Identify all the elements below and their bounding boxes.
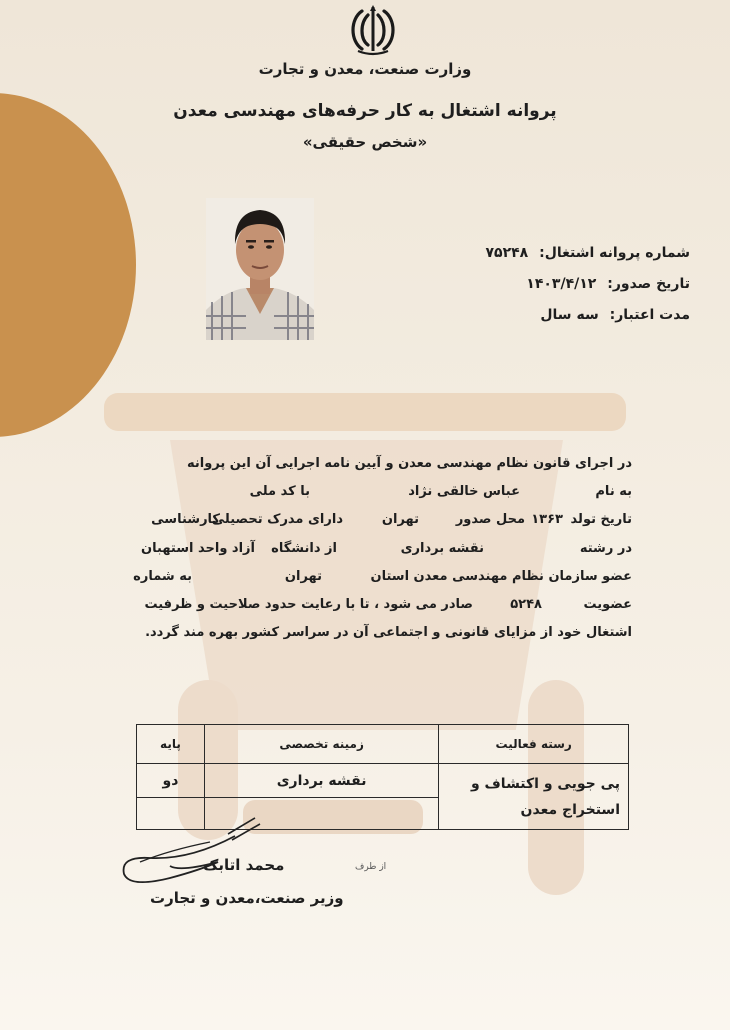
university-label: از دانشگاه — [271, 541, 337, 556]
validity-value: سه سال — [540, 307, 599, 323]
membership-value: ۵۲۴۸ — [510, 597, 542, 612]
membership-no-label: به شماره — [133, 569, 192, 584]
validity-label: مدت اعتبار: — [609, 307, 690, 323]
issue-date-row — [390, 276, 690, 292]
birth-year-value: ۱۳۶۳ — [531, 512, 563, 527]
license-number-value: ۷۵۲۴۸ — [485, 245, 529, 261]
table-header-specialty: زمینه تخصصی — [204, 725, 438, 764]
iran-emblem-icon — [348, 3, 398, 57]
university-value: آزاد واحد استهبان — [141, 541, 255, 556]
table-header-row — [137, 725, 629, 764]
table-cell-grade: دو — [137, 764, 205, 798]
issue-place-value: تهران — [381, 512, 419, 527]
table-header-activity: رسته فعالیت — [439, 725, 629, 764]
membership-label: عضویت — [583, 597, 632, 612]
holder-photo — [206, 198, 314, 340]
document-title: پروانه اشتغال به کار حرفه‌های مهندسی معدن — [173, 101, 557, 121]
issue-date-label: تاریخ صدور: — [607, 276, 690, 292]
field-value: نقشه برداری — [400, 541, 484, 556]
signature-from-label: از طرف — [355, 862, 387, 872]
license-number-label: شماره پروانه اشتغال: — [539, 245, 690, 261]
validity-row — [390, 307, 690, 323]
degree-value: کارشناسی — [151, 512, 220, 527]
degree-label: دارای مدرک تحصیلی — [211, 512, 343, 527]
table-cell-specialty: نقشه برداری — [204, 764, 438, 798]
province-value: تهران — [284, 569, 322, 584]
table-row — [137, 764, 629, 798]
body-line-1: در اجرای قانون نظام مهندسی معدن و آیین نامه اجرایی آن این پروانه — [187, 456, 632, 471]
birth-year-label: تاریخ تولد — [570, 512, 632, 527]
activity-line-2: استخراج معدن — [520, 801, 620, 818]
activity-line-1: پی جویی و اکتشاف و — [470, 775, 620, 792]
signatory-name: محمد اتابک — [203, 856, 285, 874]
org-label: عضو سازمان نظام مهندسی معدن استان — [370, 569, 632, 584]
decorative-banner-bar — [104, 393, 626, 431]
body-line-7: اشتغال خود از مزایای قانونی و اجتماعی آن در سراسر کشور بهره مند گردد. — [145, 625, 632, 640]
document-subtitle: «شخص حقیقی» — [302, 133, 428, 151]
national-code-label: با کد ملی — [249, 484, 310, 499]
body-line-6-rest: صادر می شود ، تا با رعایت حدود صلاحیت و ظرفیت — [144, 597, 473, 612]
license-number-row — [390, 245, 690, 261]
table-header-grade: پایه — [137, 725, 205, 764]
name-value: عباس خالقی نژاد — [408, 484, 520, 499]
name-label: به نام — [595, 484, 632, 499]
issue-place-label: محل صدور — [455, 512, 525, 527]
issue-date-value: ۱۴۰۳/۴/۱۲ — [526, 276, 597, 292]
signatory-title: وزیر صنعت،معدن و تجارت — [150, 889, 344, 907]
handwritten-signature — [110, 812, 270, 892]
table-cell-activity — [439, 764, 629, 830]
ministry-name: وزارت صنعت، معدن و تجارت — [258, 60, 472, 78]
field-label: در رشته — [579, 541, 632, 556]
